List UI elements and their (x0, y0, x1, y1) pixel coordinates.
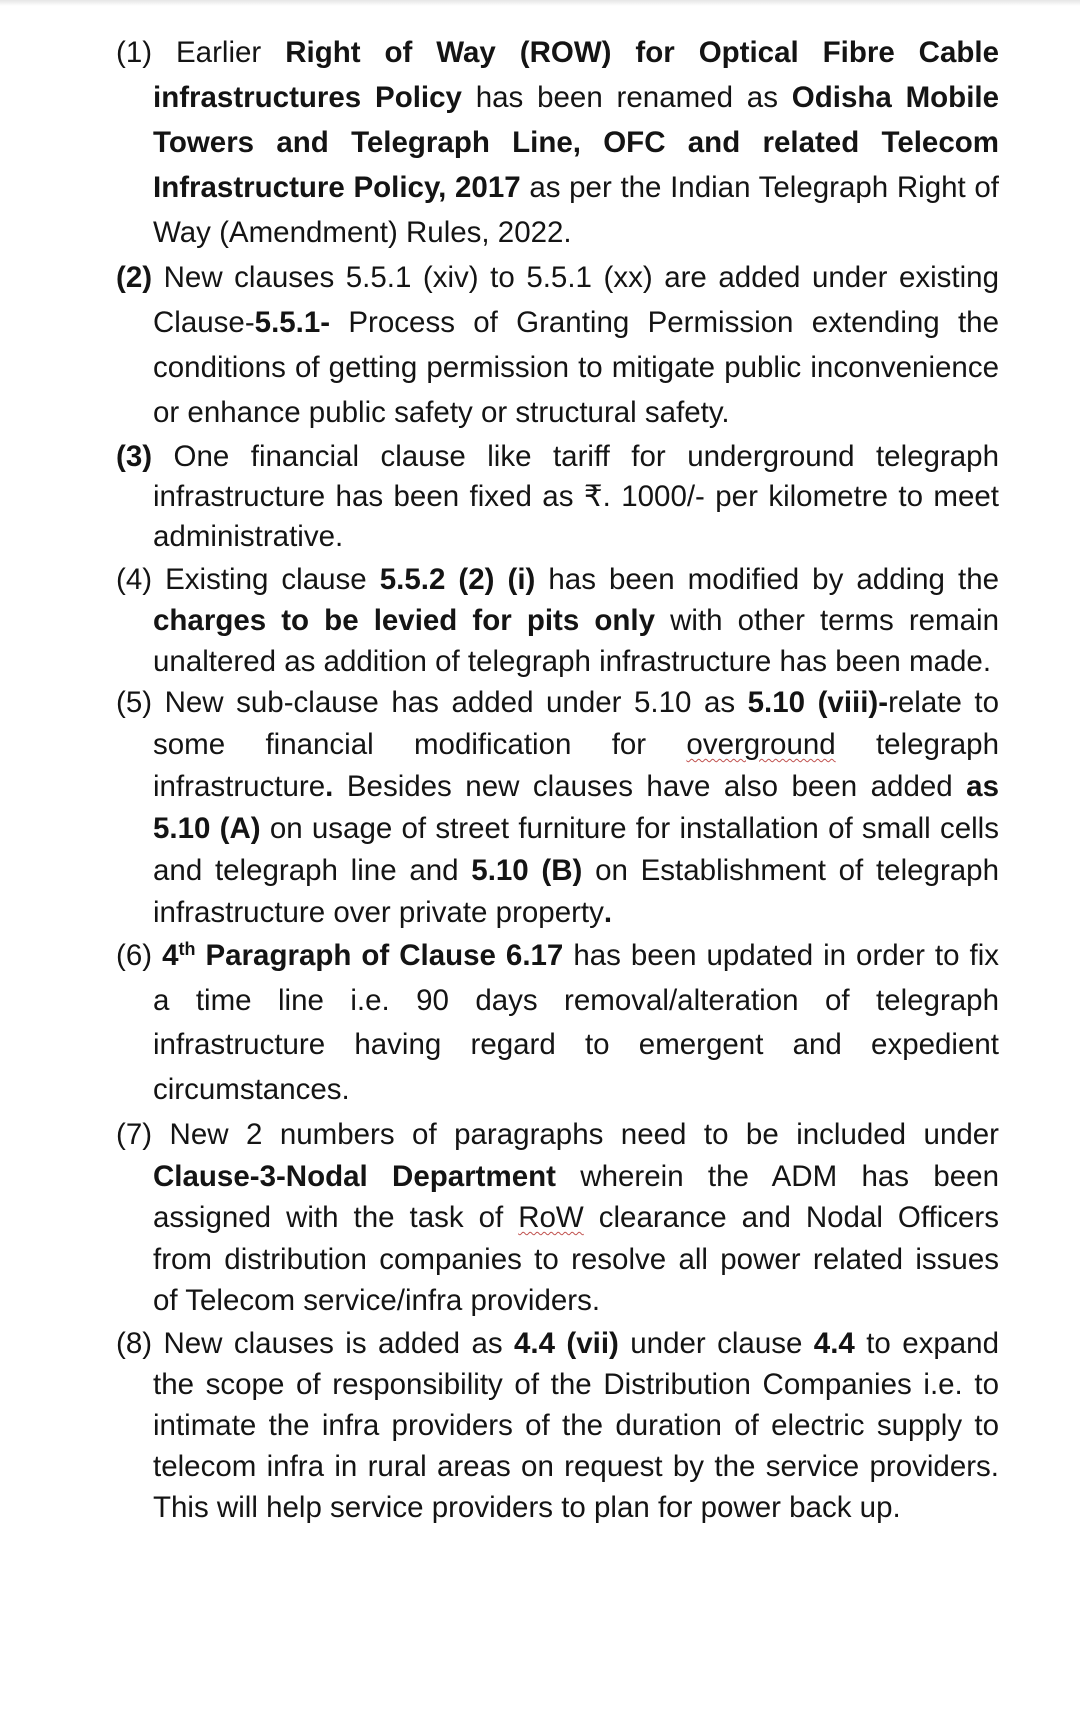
clause-text: Existing clause (152, 563, 380, 596)
clause-bold-text: 5.5.1- (254, 306, 331, 339)
clause-bold-text: 5.5.2 (2) (i) (379, 563, 536, 596)
clause-text: relate to some financial modification for (153, 686, 999, 761)
clause-text: One financial clause like tariff for underground telegraph infrastructure has been fixed as ₹. 1000/- per kilometre to meet administrative. (152, 440, 999, 553)
clause-bold-text: 4.4 (813, 1326, 855, 1360)
clause-bold-text: 4.4 (vii) (514, 1326, 619, 1360)
clause-bold-text: . (325, 770, 334, 803)
clause-2 (116, 255, 999, 435)
clause-bold-text: 5.10 (B) (471, 854, 583, 887)
clause-text: has been modified by adding the (535, 563, 1000, 596)
clause-bold-text: Clause-3-Nodal Department (153, 1159, 556, 1193)
clause-text (152, 939, 162, 972)
spellcheck-marked-word: overground (686, 728, 836, 761)
clause-number: (8) (116, 1326, 153, 1360)
clause-number: (7) (116, 1118, 153, 1151)
clause-text: on Establishment of telegraph infrastructure over private property (153, 854, 999, 929)
clause-1 (116, 30, 999, 255)
clause-text: under clause (618, 1326, 814, 1360)
clause-text: as per the Indian Telegraph Right of Way (Amendment) Rules, 2022. (153, 171, 999, 249)
clause-number: (5) (116, 686, 153, 719)
clause-text: New 2 numbers of paragraphs need to be included under (152, 1118, 999, 1151)
clause-text: clearance and Nodal Officers from distribution companies to resolve all power related issues of Telecom service/infra providers. (153, 1201, 999, 1317)
ordinal-superscript: th (178, 939, 196, 959)
clause-bold-text: . (603, 896, 613, 929)
clause-bold-text: 5.10 (viii)- (747, 686, 889, 719)
clause-text: with other terms remain unaltered as addition of telegraph infrastructure has been made. (153, 604, 1000, 678)
clause-bold-text: as 5.10 (A) (153, 770, 999, 845)
clause-number: (1) (116, 36, 153, 69)
clause-text: New sub-clause has added under 5.10 as (152, 686, 748, 719)
clause-bold-text: Right of Way (ROW) for Optical Fibre Cable infrastructures Policy (153, 36, 1000, 114)
clause-bold-text: Paragraph of Clause 6.17 (195, 939, 564, 972)
page-top-edge (0, 0, 1080, 6)
clause-bold-text: charges to be levied for pits only (153, 604, 656, 637)
clause-text: to expand the scope of responsibility of the Distribution Companies i.e. to intimate the infra providers of the duration of electric supply to telecom infra in rural areas on request by the service providers. This will help service providers to plan for power back up. (153, 1326, 999, 1524)
clause-3 (116, 437, 999, 557)
clause-text: telegraph infrastructure (153, 728, 999, 803)
clause-text: has been updated in order to fix a time line i.e. 90 days removal/alteration of telegraph infrastructure having regard to emergent and expedient circumstances. (153, 939, 999, 1106)
clause-bold-text: Odisha Mobile Towers and Telegraph Line, OFC and related Telecom Infrastructure Policy, 2017 (153, 81, 1000, 204)
clause-8 (116, 1323, 999, 1528)
clause-number: (3) (116, 440, 153, 473)
clause-text: has been renamed as (461, 81, 792, 114)
clause-text: Process of Granting Permission extending the conditions of getting permission to mitigate public inconvenience or enhance public safety or structural safety. (153, 306, 999, 429)
clause-bold-text: 4 (162, 939, 179, 972)
clause-text: New clauses 5.5.1 (xiv) to 5.5.1 (xx) are added under existing Clause- (152, 261, 999, 339)
clause-6 (116, 934, 999, 1112)
clause-number: (6) (116, 939, 153, 972)
spellcheck-marked-word: RoW (518, 1201, 584, 1234)
clause-4 (116, 559, 999, 682)
clause-number: (4) (116, 563, 153, 596)
clause-7 (116, 1114, 999, 1322)
clause-5 (116, 682, 999, 934)
clause-text: on usage of street furniture for installation of small cells and telegraph line and (153, 812, 999, 887)
clause-number: (2) (116, 261, 153, 294)
clause-text: Besides new clauses have also been added (333, 770, 967, 803)
clause-text: New clauses is added as (152, 1326, 514, 1360)
document-body (116, 30, 999, 1528)
clause-text: Earlier (152, 36, 286, 69)
clause-text: wherein the ADM has been assigned with the task of (153, 1159, 999, 1234)
